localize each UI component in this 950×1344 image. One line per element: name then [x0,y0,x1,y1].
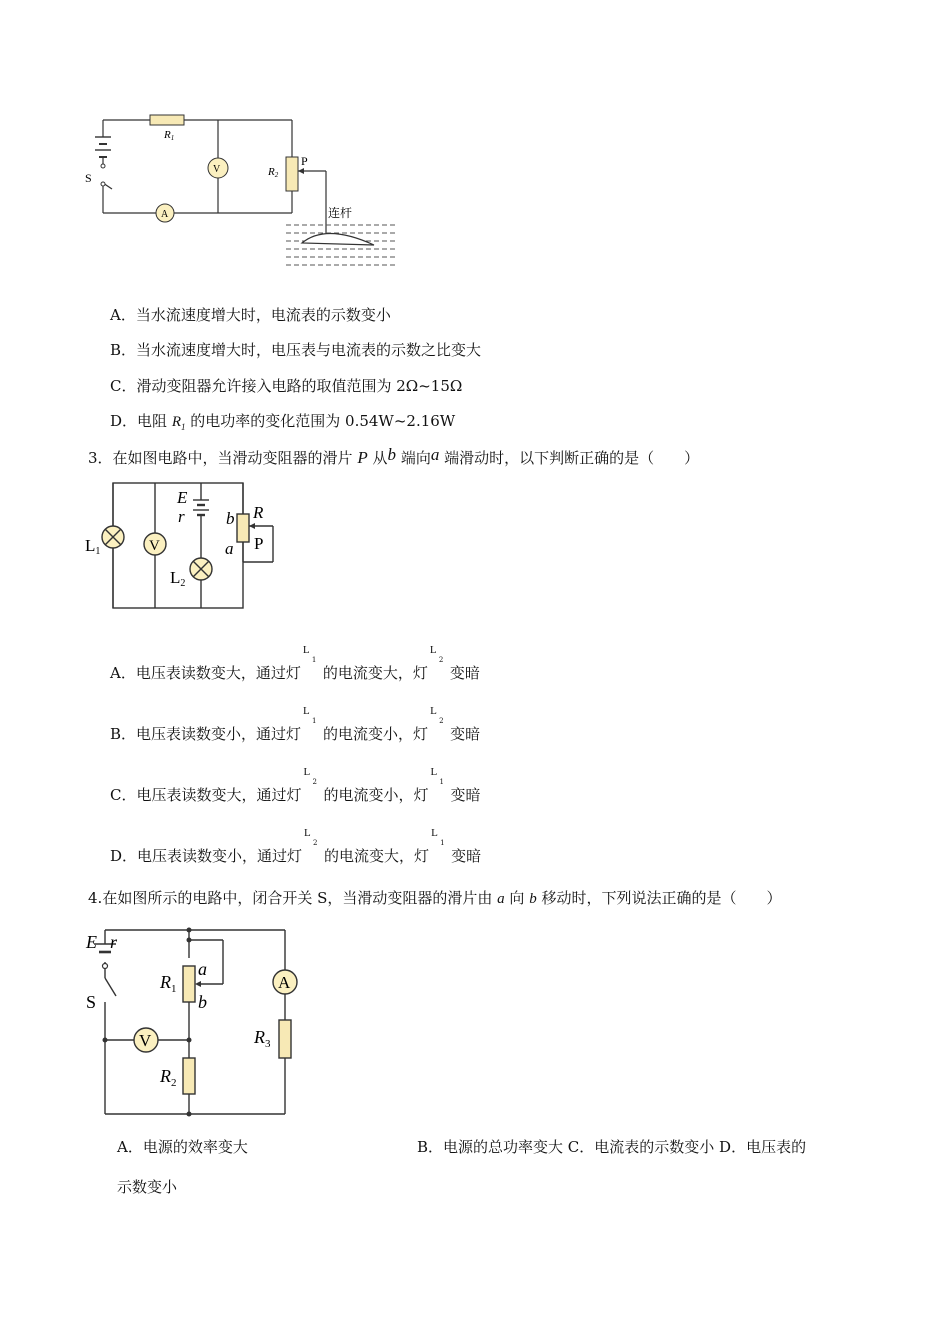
q3-fig-r: r [178,507,185,526]
q4-circuit-figure [80,922,310,1122]
q4-option-a[interactable]: A．电源的效率变大 [117,1138,248,1156]
q3-fig-a: a [225,539,234,558]
q4-fig-a: a [198,959,207,979]
q3-fig-R: R [253,503,264,522]
q3-option-d[interactable]: D．电压表读数变小，通过灯 L 2 的电流变大，灯 L 1 变暗 [110,827,482,865]
q4-fig-r1: R [160,972,171,992]
q2-option-b[interactable]: B．当水流速度增大时，电压表与电流表的示数之比变大 [110,341,482,359]
q4-fig-voltmeter: V [139,1031,152,1050]
q4-stem: 4.在如图所示的电路中，闭合开关 S，当滑动变阻器的滑片由 a 向 b 移动时，下列说法正确的是（ ） [88,889,782,907]
q3-fig-b: b [226,509,235,528]
q2-fig-r1: R [164,129,171,141]
q4-fig-ammeter: A [278,973,291,992]
q3-circuit-figure [80,478,290,618]
q4-fig-r: r [110,932,118,952]
svg-text:R2: $R_2$ [160,1066,177,1089]
q3-stem: 3．在如图电路中，当滑动变阻器的滑片 P 从b 端向a 端滑动时，以下判断正确的是（ ） [88,445,700,467]
q4-fig-s: S [86,992,97,1012]
svg-text:L2: L2 [170,568,186,589]
q2-fig-a: A [161,209,169,220]
q4-fig-r2: R [160,1066,171,1086]
q2-fig-rod: 连杆 [328,206,353,220]
q3-fig-e: E [177,488,188,507]
q4-fig-e: E [86,932,97,952]
q3-fig-p: P [254,534,264,553]
q4-option-bcd[interactable]: B．电源的总功率变大 C．电流表的示数变小 D．电压表的 [417,1138,807,1156]
q3-fig-v: V [149,538,160,554]
q4-option-d-cont: 示数变小 [117,1178,178,1196]
svg-text:L1: L1 [85,536,101,557]
q2-fig-s: S [85,171,92,185]
q2-option-c[interactable]: C．滑动变阻器允许接入电路的取值范围为 2Ω~15Ω [110,377,463,395]
q2-fig-v: V [213,164,221,175]
q2-fig-p: P [301,154,308,168]
q4-fig-b: b [198,992,207,1012]
q3-option-b[interactable]: B．电压表读数变小，通过灯 L 1 的电流变小，灯 L 2 变暗 [110,705,481,743]
q3-fig-l2: L [170,568,181,587]
q2-option-d[interactable]: D．电阻 $R_1$ 的电功率的变化范围为 0.54W~2.16W [110,412,456,432]
q4-fig-r3: R [254,1027,265,1047]
svg-text:R1: R1 [164,129,175,142]
q2-fig-r2: R [268,166,275,178]
q2-option-a[interactable]: A．当水流速度增大时，电流表的示数变小 [110,306,391,324]
q3-fig-l1: L [85,536,96,555]
q2-circuit-figure [80,105,410,275]
svg-text:R1: $R_1$ [160,972,177,995]
svg-text:R2: R2 [268,166,279,179]
q3-option-c[interactable]: C．电压表读数变大，通过灯 L 2 的电流变小，灯 L 1 变暗 [110,766,481,804]
svg-text:R3: $R_3$ [254,1027,271,1050]
q3-option-a[interactable]: A．电压表读数变大，通过灯 L 1 的电流变大，灯 L 2 变暗 [110,644,480,682]
